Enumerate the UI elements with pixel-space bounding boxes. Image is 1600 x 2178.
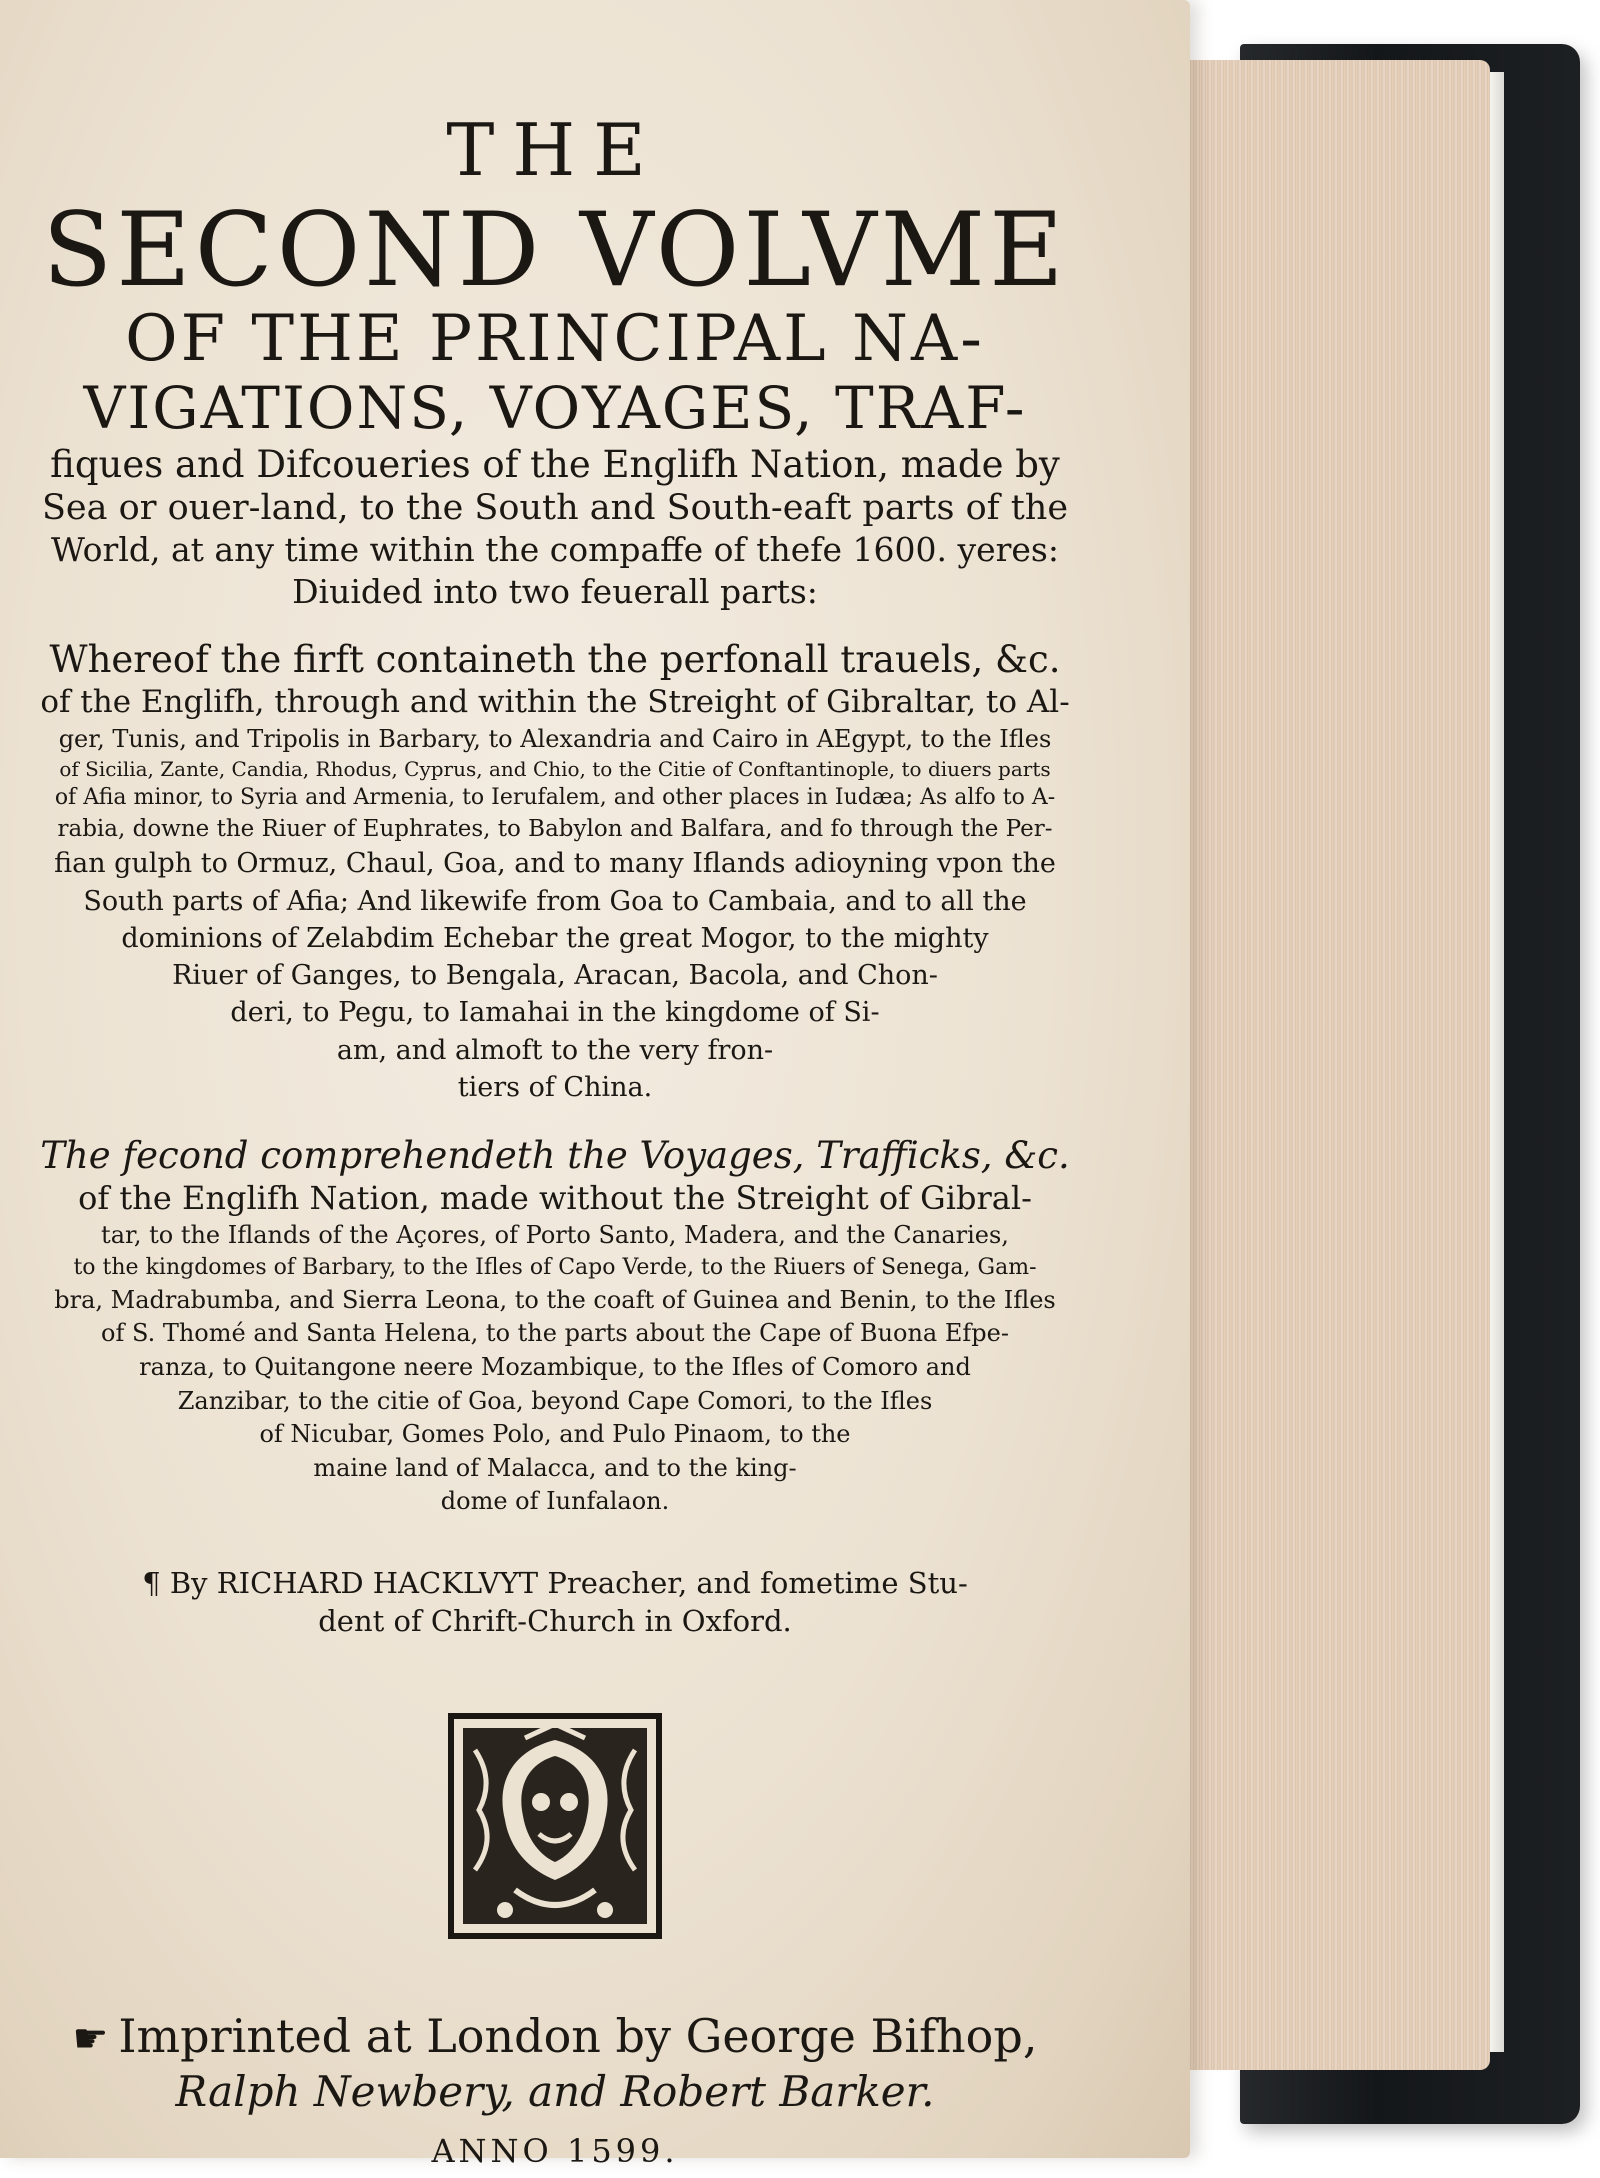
part-two-line: bra, Madrabumba, and Sierra Leona, to the coaft of Guinea and Benin, to the Ifles [54,1285,1056,1314]
part-two-line: maine land of Malacca, and to the king- [313,1453,797,1482]
part-two-line: dome of Iunfalaon. [440,1487,670,1516]
subtitle-line: World, at any time within the compaffe of thefe 1600. yeres: [51,530,1059,570]
subtitle-line: Sea or ouer-land, to the South and South-eaft parts of the [41,487,1069,528]
printers-device-icon [445,1710,665,1942]
imprint-year: ANNO 1599. [431,2132,679,2171]
part-one-line: dominions of Zelabdim Echebar the great Mogor, to the mighty [121,922,989,954]
part-one-line: of the Englifh, through and within the Streight of Gibraltar, to Al- [40,683,1070,720]
part-one-line: rabia, downe the Riuer of Euphrates, to Babylon and Balfara, and fo through the Per- [57,815,1053,842]
part-two-line: of S. Thomé and Santa Helena, to the parts about the Cape of Buona Efpe- [101,1319,1009,1348]
part-two-line: ranza, to Quitangone neere Mozambique, to the Ifles of Comoro and [139,1353,971,1381]
part-one-line: deri, to Pegu, to Iamahai in the kingdome of Si- [230,997,880,1029]
part-one-line: tiers of China. [457,1071,653,1103]
subtitle-line: Diuided into two feuerall parts: [292,571,818,611]
part-one-heading: Whereof the firft containeth the perfonall trauels, &c. [49,638,1061,682]
pointing-hand-icon: ☛ [72,2016,109,2063]
part-two-line: to the kingdomes of Barbary, to the Ifles of Capo Verde, to the Riuers of Senega, Gam- [73,1255,1037,1281]
part-two-lead: of the Englifh Nation, made without the Streight of Gibral- [78,1179,1032,1218]
part-one-line: of Afia minor, to Syria and Armenia, to Ierufalem, and other places in Iudæa; As alfo to A- [54,785,1056,811]
author-line: ¶ By RICHARD HACKLVYT Preacher, and fometime Stu- [142,1565,968,1600]
imprint-line-2: Ralph Newbery, and Robert Barker. [175,2066,935,2116]
part-one-line: ger, Tunis, and Tripolis in Barbary, to Alexandria and Cairo in AEgypt, to the Ifles [58,724,1052,753]
title-page-text [40,110,1070,2178]
imprint-line-1 [40,2008,1070,2066]
title-line-4: VIGATIONS, VOYAGES, TRAF- [83,374,1027,443]
title-line-3: OF THE PRINCIPAL NA- [125,301,985,376]
part-one-line: South parts of Afia; And likewife from Goa to Cambaia, and to all the [83,885,1027,917]
title-line-1: THE [446,108,664,192]
part-one-line: fian gulph to Ormuz, Chaul, Goa, and to many Iflands adioyning vpon the [54,848,1056,880]
part-one-line: of Sicilia, Zante, Candia, Rhodus, Cyprus, and Chio, to the Citie of Conftantinople, to diuers parts [59,756,1051,781]
part-one-line: Riuer of Ganges, to Bengala, Aracan, Bacola, and Chon- [172,960,938,992]
imprint-text: Imprinted at London by George Bifhop, [118,2009,1038,2064]
part-two-line: tar, to the Iflands of the Açores, of Porto Santo, Madera, and the Canaries, [101,1221,1009,1250]
part-two-line: of Nicubar, Gomes Polo, and Pulo Pinaom, to the [259,1420,851,1449]
author-line: dent of Chrift-Church in Oxford. [318,1603,792,1638]
part-two-line: Zanzibar, to the citie of Goa, beyond Cape Comori, to the Ifles [177,1386,933,1415]
part-two-heading: The fecond comprehendeth the Voyages, Trafficks, &c. [40,1134,1070,1178]
title-line-2: SECOND VOLVME [42,190,1068,310]
part-one-line: am, and almoft to the very fron- [336,1034,774,1066]
subtitle-line: fiques and Difcoueries of the Englifh Nation, made by [50,442,1060,486]
